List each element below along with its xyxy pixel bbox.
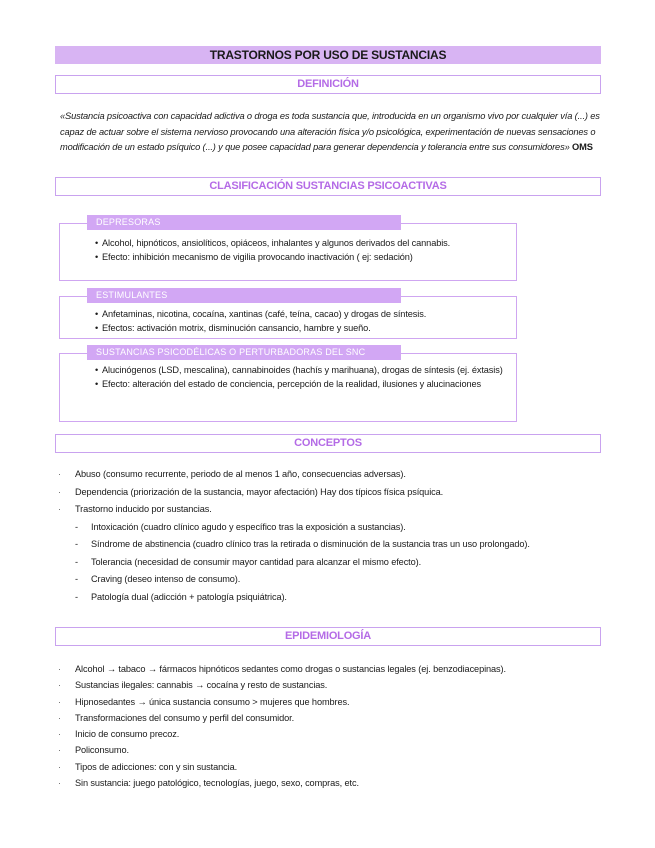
section-header-clasificacion: CLASIFICACIÓN SUSTANCIAS PSICOACTIVAS [55,177,601,196]
category-item: • Efectos: activación motrix, disminución cansancio, hambre y sueño. [96,321,516,335]
definition-source: OMS [572,142,593,152]
list-item: · Tipos de adicciones: con y sin sustancia. [58,759,618,775]
list-item: · Sin sustancia: juego patológico, tecnologías, juego, sexo, compras, etc. [58,775,618,791]
sub-list-item: - Patología dual (adicción + patología psiquiátrica). [58,589,618,607]
sub-list-item: - Tolerancia (necesidad de consumir mayor cantidad para alcanzar el mismo efecto). [58,554,618,572]
list-item: · Inicio de consumo precoz. [58,726,618,742]
list-item: · Hipnosedantes → única sustancia consumo > mujeres que hombres. [58,694,618,710]
list-item: · Dependencia (priorización de la sustancia, mayor afectación) Hay dos típicos física psíquica. [58,484,618,502]
page-title: TRASTORNOS POR USO DE SUSTANCIAS [55,46,601,64]
category-box-depresoras [59,223,517,281]
list-item: · Abuso (consumo recurrente, periodo de al menos 1 año, consecuencias adversas). [58,466,618,484]
sub-list-item: - Craving (deseo intenso de consumo). [58,571,618,589]
category-item: • Efecto: alteración del estado de conciencia, percepción de la realidad, ilusiones y alucinaciones [96,377,516,391]
section-header-definicion: DEFINICIÓN [55,75,601,94]
definition-text: «Sustancia psicoactiva con capacidad adictiva o droga es toda sustancia que, introducida en un organismo vivo por cualquier vía (...) es capaz de actuar sobre el sistema nervioso provocando una alteración física y/o psicológica, experimentación de nuevas sensaciones o modificación de un estado psíquico (...) y que posee capacidad para generar dependencia y tolerancia entre sus consumidores» [60,111,600,152]
category-label-estimulantes: ESTIMULANTES [87,288,401,303]
category-label-psicodelicas: SUSTANCIAS PSICODÉLICAS O PERTURBADORAS DEL SNC [87,345,401,360]
sub-list-item: - Síndrome de abstinencia (cuadro clínico tras la retirada o disminución de la sustancia tras un uso prolongado). [58,536,618,554]
section-header-conceptos: CONCEPTOS [55,434,601,453]
conceptos-list [58,466,618,606]
category-item: • Alcohol, hipnóticos, ansiolíticos, opiáceos, inhalantes y algunos derivados del cannabis. [96,236,516,250]
list-item: · Trastorno inducido por sustancias. [58,501,618,519]
category-item: • Anfetaminas, nicotina, cocaína, xantinas (café, teína, cacao) y drogas de síntesis. [96,307,516,321]
category-label-depresoras: DEPRESORAS [87,215,401,230]
list-item: · Sustancias ilegales: cannabis → cocaína y resto de sustancias. [58,677,618,693]
list-item: · Policonsumo. [58,742,618,758]
category-item: • Efecto: inhibición mecanismo de vigilia provocando inactivación ( ej: sedación) [96,250,516,264]
list-item: · Transformaciones del consumo y perfil del consumidor. [58,710,618,726]
category-box-psicodelicas [59,353,517,422]
list-item: · Alcohol → tabaco → fármacos hipnóticos sedantes como drogas o sustancias legales (ej. benzodiacepinas). [58,661,618,677]
epidemiologia-list [58,661,618,791]
definition-quote [60,109,600,156]
category-item: • Alucinógenos (LSD, mescalina), cannabinoides (hachís y marihuana), drogas de síntesis (ej. éxtasis) [96,363,516,377]
sub-list-item: - Intoxicación (cuadro clínico agudo y específico tras la exposición a sustancias). [58,519,618,537]
section-header-epidemiologia: EPIDEMIOLOGÍA [55,627,601,646]
